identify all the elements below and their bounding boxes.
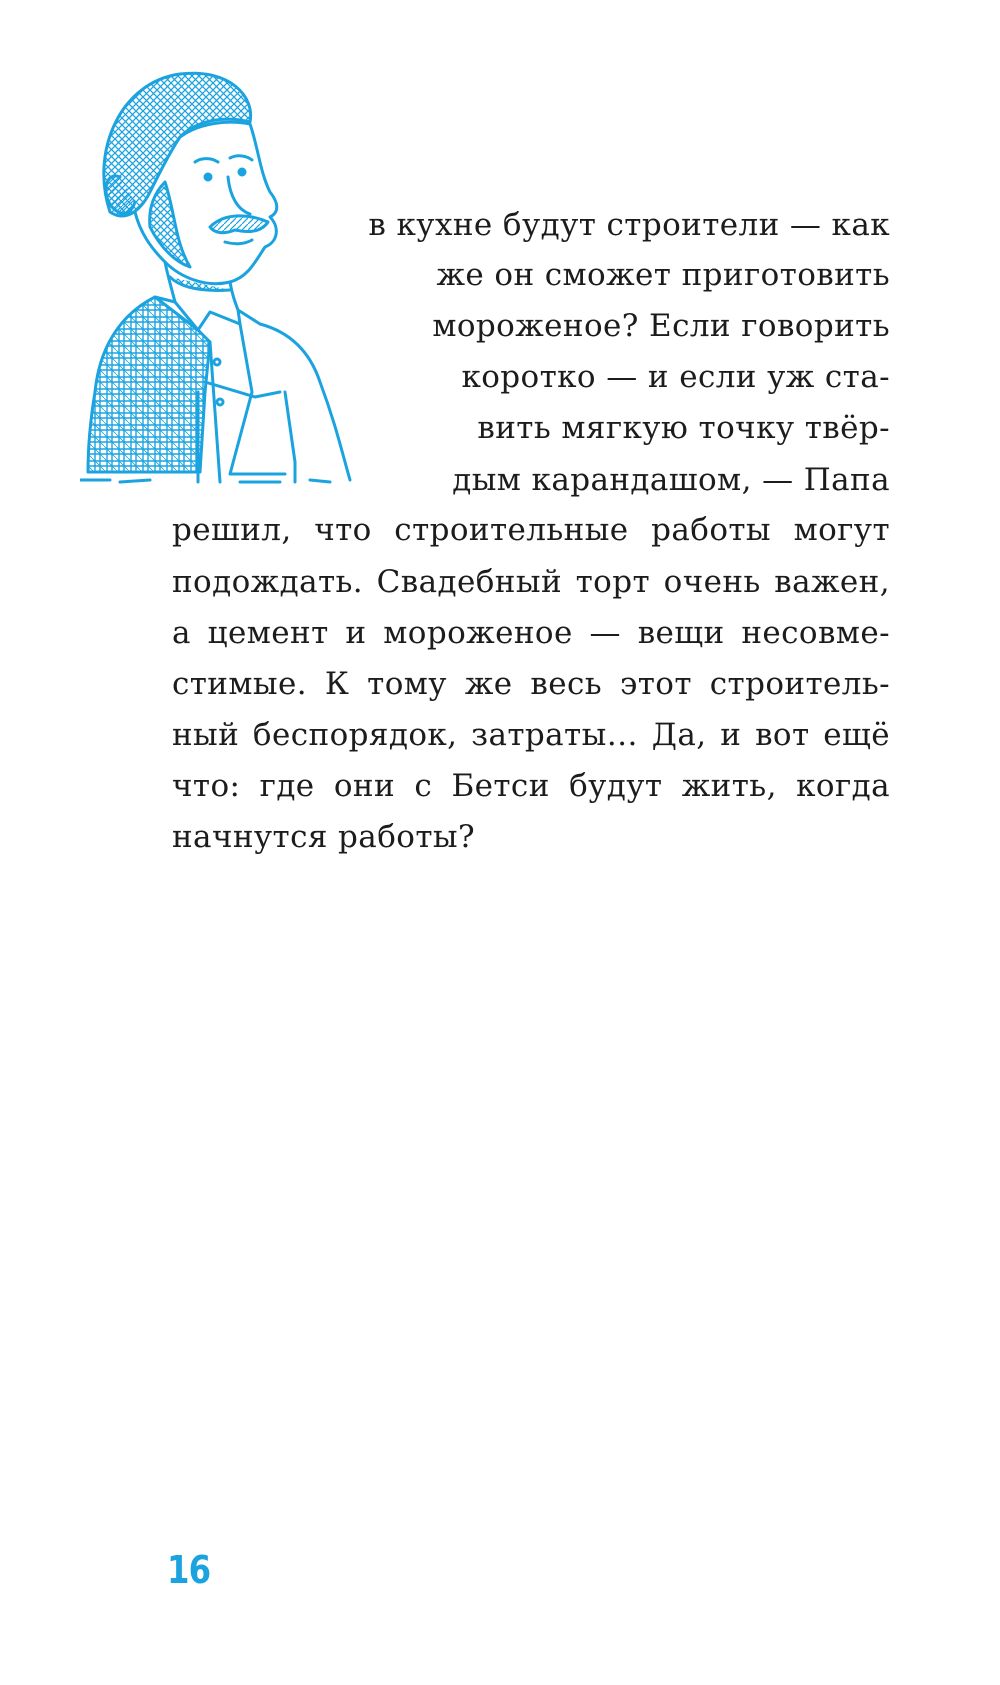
- text-line-11: ный беспорядок, затраты… Да, и вот ещё: [172, 717, 890, 753]
- man-portrait-illustration: [80, 62, 390, 487]
- text-line-6: дым карандашом, — Папа: [452, 462, 890, 498]
- text-line-2: же он сможет приготовить: [436, 257, 890, 293]
- text-line-1: в кухне будут строители — как: [368, 207, 890, 243]
- text-line-3: мороженое? Если говорить: [432, 308, 890, 344]
- text-line-4: коротко — и если уж ста-: [461, 359, 890, 395]
- text-line-13: начнутся работы?: [172, 819, 475, 855]
- page-number: 16: [167, 1548, 211, 1592]
- text-line-8: подождать. Свадебный торт очень важен,: [172, 564, 890, 600]
- text-line-12: что: где они с Бетси будут жить, когда: [172, 768, 890, 804]
- text-line-10: стимые. К тому же весь этот строитель-: [172, 666, 890, 702]
- text-line-9: а цемент и мороженое — вещи несовме-: [172, 615, 890, 651]
- text-line-5: вить мягкую точку твёр-: [477, 410, 890, 446]
- text-line-7: решил, что строительные работы могут: [172, 512, 890, 548]
